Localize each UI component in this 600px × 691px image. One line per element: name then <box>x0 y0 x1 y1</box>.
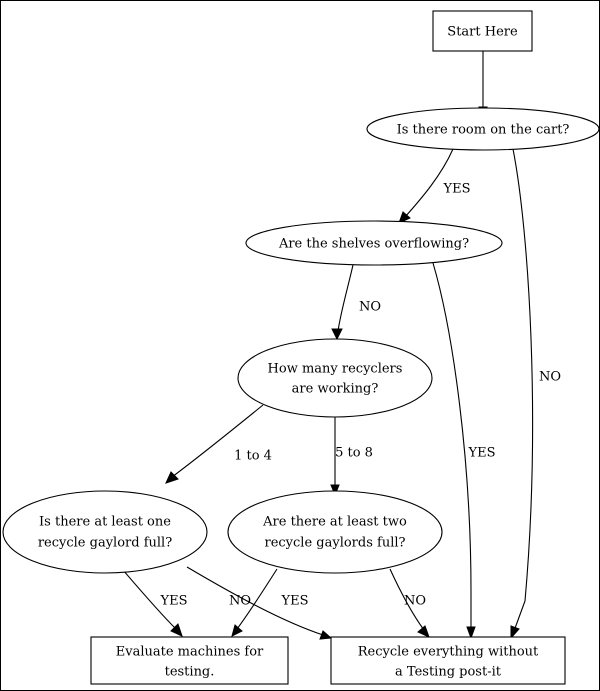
node-one-gaylord-full[interactable] <box>3 491 207 573</box>
node-evaluate-machines-label-line2: testing. <box>164 664 215 680</box>
node-recycle-everything-label-line1: Recycle everything without <box>357 644 539 660</box>
node-recycle-everything[interactable] <box>331 637 565 684</box>
node-start[interactable] <box>433 11 532 51</box>
node-two-gaylords-full-label-line2: recycle gaylords full? <box>264 535 406 551</box>
edge-label-no-cart: NO <box>538 369 562 385</box>
edge-label-5-to-8: 5 to 8 <box>335 445 373 461</box>
edge-label-1-to-4: 1 to 4 <box>234 448 272 464</box>
node-room-on-cart[interactable] <box>367 108 599 150</box>
edge-label-no-one: NO <box>228 593 252 609</box>
node-one-gaylord-full-label-line1: Is there at least one <box>39 514 171 530</box>
edge-shelves-no <box>332 265 353 339</box>
flowchart-svg <box>1 1 600 691</box>
edge-room-cart-no <box>511 149 533 638</box>
node-how-many-recyclers-label-line2: are working? <box>291 381 379 397</box>
node-shelves-overflowing[interactable] <box>246 221 502 265</box>
edge-label-yes-shelves: YES <box>468 445 496 461</box>
node-start-label: Start Here <box>447 24 518 40</box>
edge-label-no-two: NO <box>403 593 427 609</box>
node-how-many-recyclers[interactable] <box>238 339 432 417</box>
node-one-gaylord-full-label-line2: recycle gaylord full? <box>37 535 173 551</box>
edge-start-to-room-cart <box>479 51 487 117</box>
node-evaluate-machines[interactable] <box>91 637 288 684</box>
node-how-many-recyclers-label-line1: How many recyclers <box>267 361 403 377</box>
node-recycle-everything-label-line2: a Testing post-it <box>395 664 501 680</box>
edge-recyclers-1-to-4 <box>166 405 263 483</box>
node-room-on-cart-label: Is there room on the cart? <box>396 122 570 138</box>
edge-label-yes-one: YES <box>160 593 188 609</box>
node-two-gaylords-full-label-line1: Are there at least two <box>263 514 407 530</box>
edge-label-yes-cart: YES <box>443 181 471 197</box>
edge-one-full-no <box>187 567 331 639</box>
node-shelves-overflowing-label: Are the shelves overflowing? <box>278 236 470 252</box>
node-two-gaylords-full[interactable] <box>228 491 442 573</box>
edge-label-yes-two: YES <box>281 593 309 609</box>
node-evaluate-machines-label-line1: Evaluate machines for <box>115 644 264 660</box>
edge-label-no-shelves: NO <box>358 299 382 315</box>
